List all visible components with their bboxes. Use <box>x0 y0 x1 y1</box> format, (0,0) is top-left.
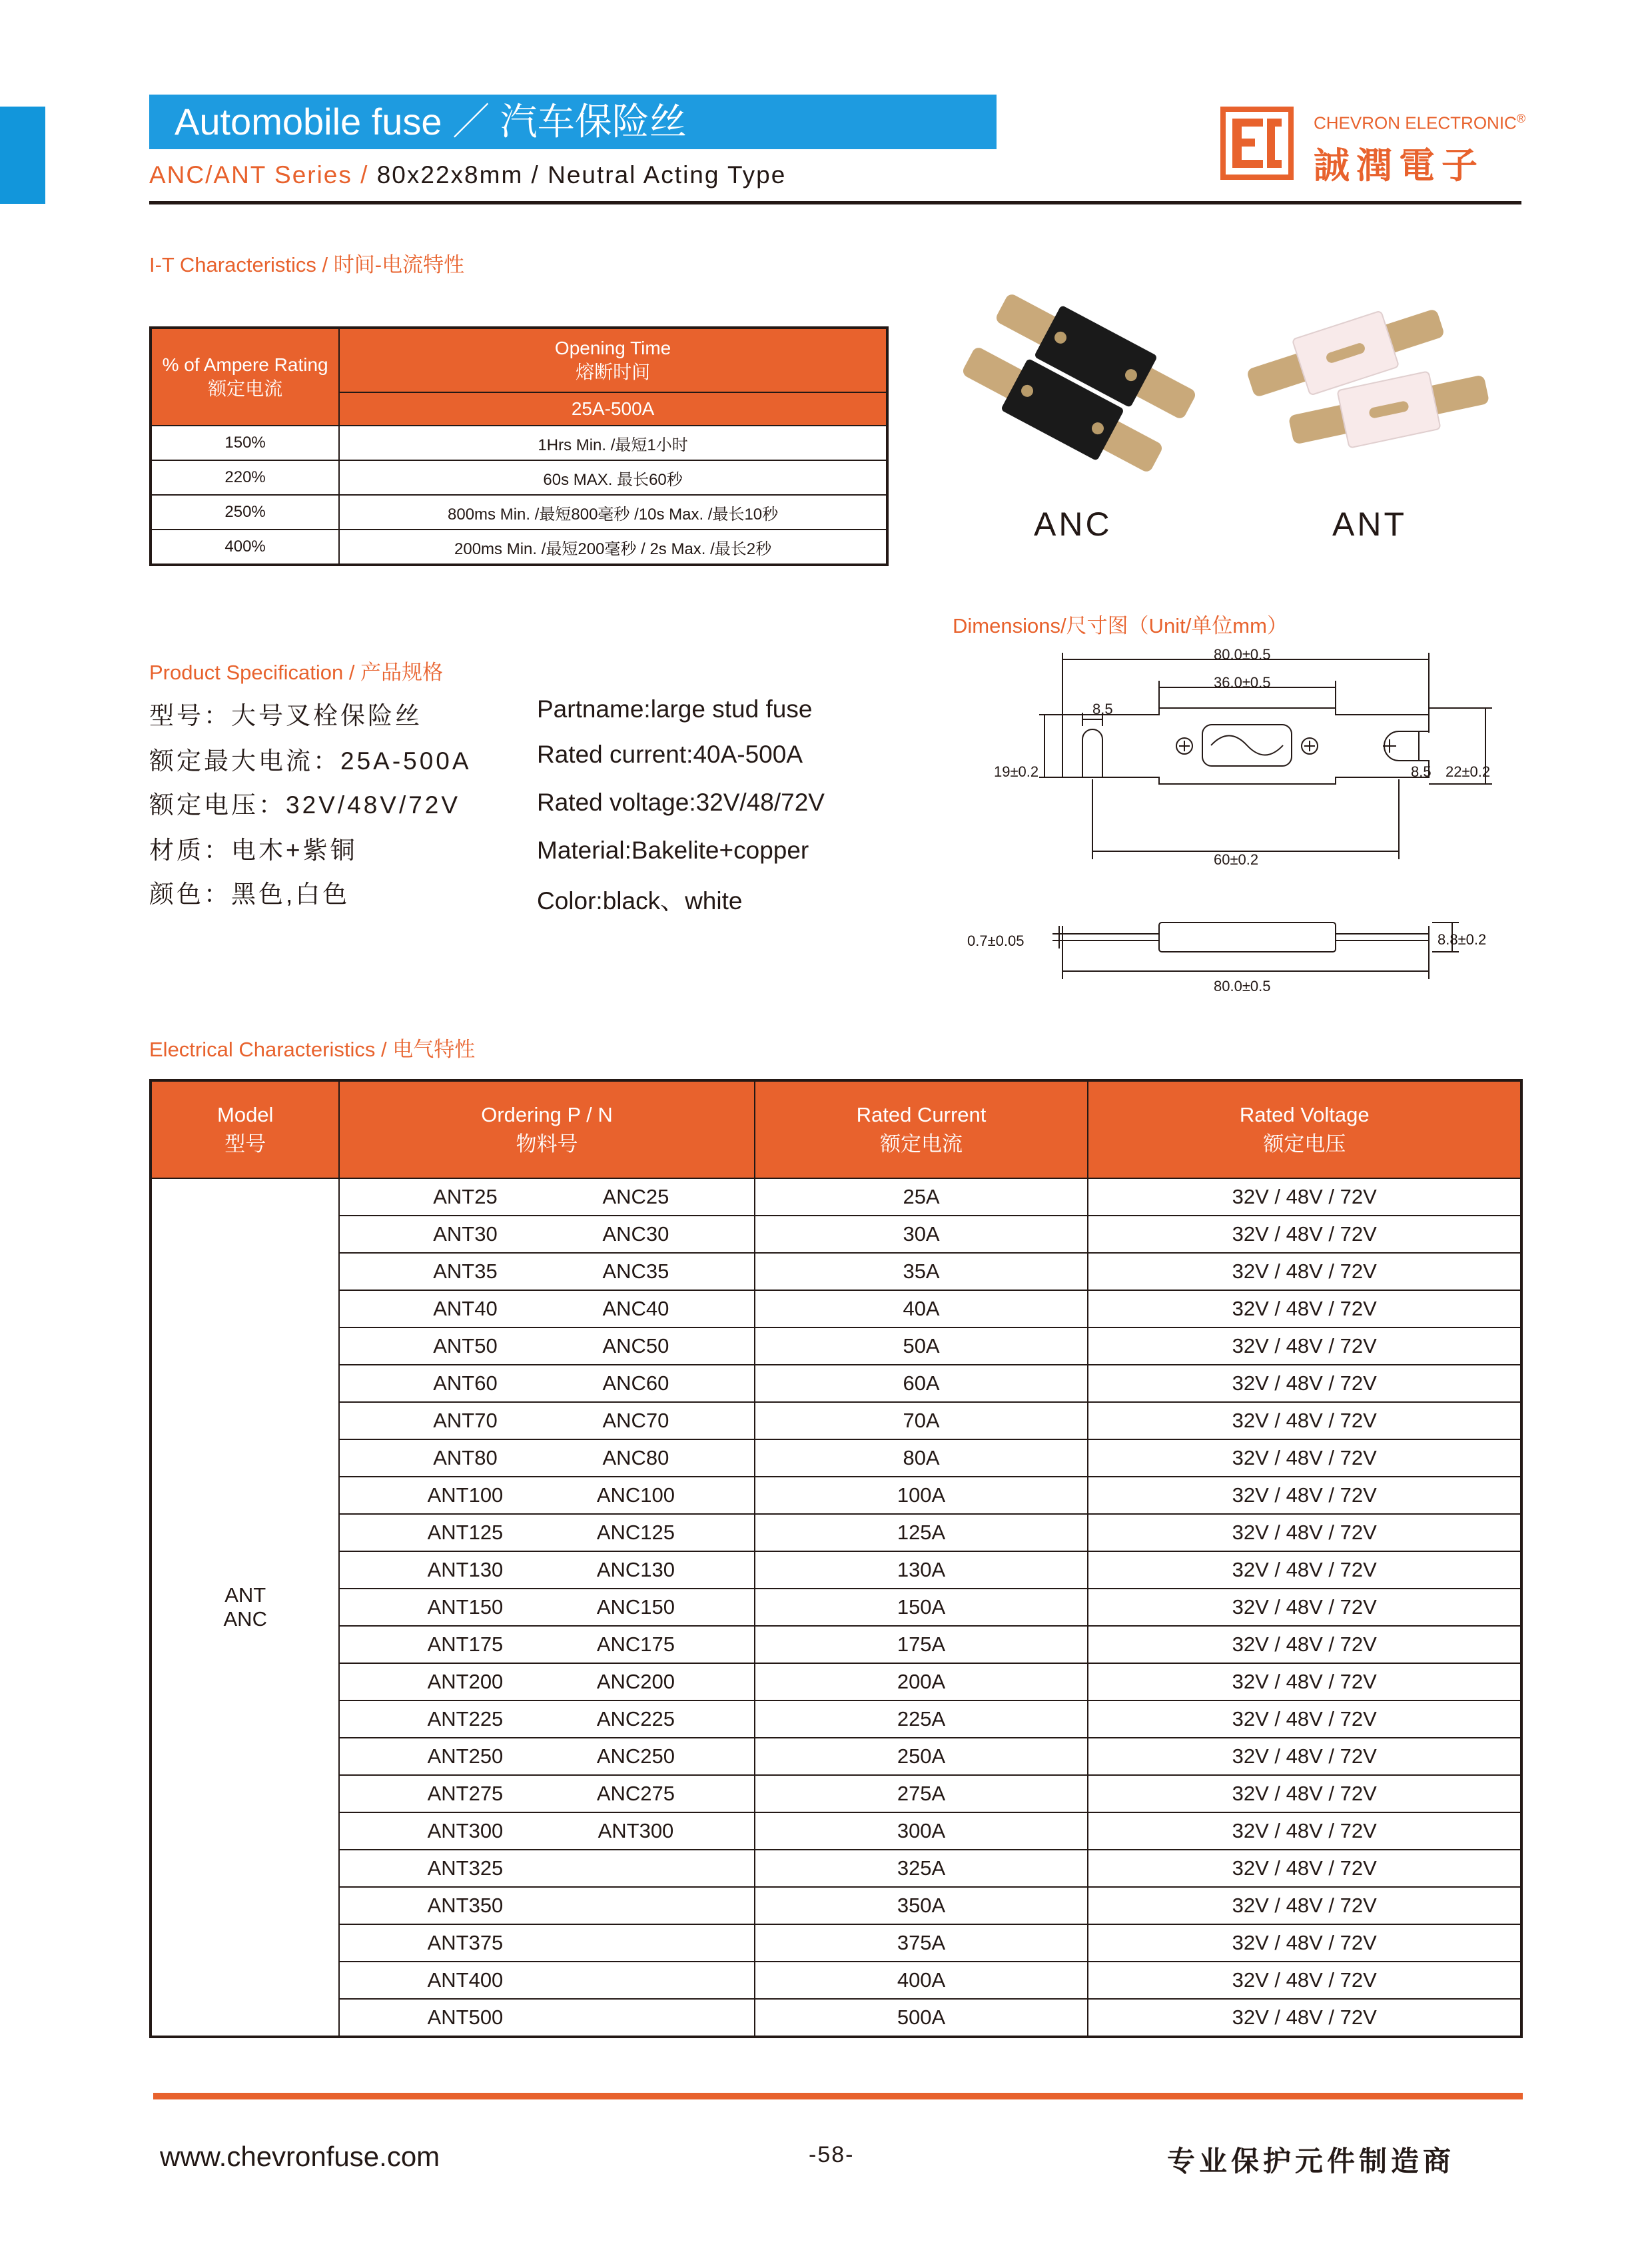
ec-pn-anc: ANC30 <box>602 1222 669 1246</box>
ec-pn-ant: ANT100 <box>427 1483 504 1507</box>
ec-current-cell: 35A <box>755 1253 1088 1290</box>
ec-table-row <box>151 1775 1521 1812</box>
electrical-section-title: Electrical Characteristics / 电气特性 <box>149 1038 476 1061</box>
company-logo-icon <box>1220 107 1294 180</box>
ec-model-anc: ANC <box>223 1607 267 1631</box>
dim-body-thickness: 8.8±0.2 <box>1438 931 1487 948</box>
ec-voltage-cell: 32V / 48V / 72V <box>1088 1775 1521 1812</box>
ec-pn-cell <box>339 1216 754 1253</box>
ec-pn-ant: ANT175 <box>427 1633 504 1656</box>
ec-header-voltage-en: Rated Voltage <box>1239 1103 1370 1126</box>
ec-pn-anc: ANC250 <box>596 1744 675 1768</box>
ec-header-pn-en: Ordering P / N <box>481 1103 613 1126</box>
it-characteristics-table <box>149 326 889 566</box>
spec-cn-current: 额定最大电流：25A-500A <box>149 747 472 775</box>
it-section-title: I-T Characteristics / 时间-电流特性 <box>149 253 465 276</box>
ec-current-cell: 200A <box>755 1663 1088 1700</box>
ec-pn-anc: ANC125 <box>596 1521 675 1544</box>
ec-pn-cell <box>339 1663 754 1700</box>
ec-voltage-cell: 32V / 48V / 72V <box>1088 1663 1521 1700</box>
ec-pn-ant: ANT225 <box>427 1707 504 1730</box>
ec-voltage-cell: 32V / 48V / 72V <box>1088 1477 1521 1514</box>
ec-header-current <box>755 1080 1088 1178</box>
ec-pn-cell <box>339 1589 754 1626</box>
ec-table-row <box>151 1626 1521 1663</box>
ec-voltage-cell: 32V / 48V / 72V <box>1088 1738 1521 1775</box>
logo-mark-icon <box>1226 112 1288 175</box>
it-rating-cell: 400% <box>151 530 339 565</box>
ec-voltage-cell: 32V / 48V / 72V <box>1088 1887 1521 1924</box>
ec-voltage-cell: 32V / 48V / 72V <box>1088 1812 1521 1850</box>
ec-table-row <box>151 1216 1521 1253</box>
ec-pn-cell <box>339 1327 754 1365</box>
ec-current-cell: 350A <box>755 1887 1088 1924</box>
ec-header-pn-cn: 物料号 <box>516 1132 578 1156</box>
ec-pn-anc: ANC50 <box>602 1334 669 1357</box>
ec-voltage-cell: 32V / 48V / 72V <box>1088 1626 1521 1663</box>
spec-en-current: Rated current:40A-500A <box>537 741 803 768</box>
ec-pn-cell <box>339 1962 754 1999</box>
ec-pn-ant: ANT60 <box>433 1371 498 1395</box>
ec-header-voltage-cn: 额定电压 <box>1263 1132 1346 1156</box>
it-rating-cell: 150% <box>151 426 339 460</box>
ec-pn-ant: ANT400 <box>427 1968 504 1992</box>
dim-height: 19±0.2 <box>994 763 1039 780</box>
ec-pn-ant: ANT50 <box>433 1334 498 1357</box>
ec-header-model <box>151 1080 339 1178</box>
ec-pn-cell <box>339 1775 754 1812</box>
it-header-time-cn: 熔断时间 <box>576 362 651 382</box>
ec-voltage-cell: 32V / 48V / 72V <box>1088 1999 1521 2037</box>
it-header-time-en: Opening Time <box>554 338 671 358</box>
ec-pn-ant: ANT150 <box>427 1595 504 1619</box>
dim-overall-length: 80.0±0.5 <box>1214 646 1271 663</box>
ec-pn-anc: ANC100 <box>596 1483 675 1507</box>
ec-table-row <box>151 1551 1521 1589</box>
ec-pn-ant: ANT200 <box>427 1670 504 1693</box>
ec-current-cell: 175A <box>755 1626 1088 1663</box>
dimensions-section-title: Dimensions/尺寸图（Unit/单位mm） <box>953 614 1288 637</box>
logo-registered: ® <box>1516 112 1526 125</box>
ec-current-cell: 325A <box>755 1850 1088 1887</box>
spec-en-partname: Partname:large stud fuse <box>537 695 813 723</box>
ec-pn-cell <box>339 1477 754 1514</box>
ec-pn-anc: ANC80 <box>602 1446 669 1469</box>
it-row <box>151 495 887 530</box>
ec-pn-anc: ANC225 <box>596 1707 675 1730</box>
ec-header-model-en: Model <box>217 1103 274 1126</box>
ec-pn-ant: ANT275 <box>427 1782 504 1805</box>
ec-voltage-cell: 32V / 48V / 72V <box>1088 1514 1521 1551</box>
footer-website: www.chevronfuse.com <box>160 2141 440 2172</box>
ec-voltage-cell: 32V / 48V / 72V <box>1088 1850 1521 1887</box>
ec-pn-cell <box>339 1365 754 1402</box>
ec-table-row <box>151 1850 1521 1887</box>
ec-pn-cell <box>339 1626 754 1663</box>
logo-text-en: CHEVRON ELECTRONIC <box>1314 113 1517 133</box>
ec-pn-cell <box>339 1850 754 1887</box>
ec-pn-cell <box>339 1253 754 1290</box>
ec-pn-anc: ANC275 <box>596 1782 675 1805</box>
series-name: ANC/ANT Series / <box>149 161 369 188</box>
ec-pn-ant: ANT80 <box>433 1446 498 1469</box>
ec-header-voltage <box>1088 1080 1521 1178</box>
ec-voltage-cell: 32V / 48V / 72V <box>1088 1589 1521 1626</box>
ec-table-row <box>151 1477 1521 1514</box>
ec-pn-cell <box>339 1290 754 1327</box>
ec-voltage-cell: 32V / 48V / 72V <box>1088 1178 1521 1216</box>
ec-pn-ant: ANT70 <box>433 1409 498 1432</box>
ec-table-row <box>151 1290 1521 1327</box>
ec-table-row <box>151 1663 1521 1700</box>
ec-voltage-cell: 32V / 48V / 72V <box>1088 1924 1521 1962</box>
ec-current-cell: 125A <box>755 1514 1088 1551</box>
ec-voltage-cell: 32V / 48V / 72V <box>1088 1962 1521 1999</box>
page-number: -58- <box>809 2142 855 2167</box>
product-photos <box>946 286 1505 480</box>
ec-pn-ant: ANT30 <box>433 1222 498 1246</box>
ec-pn-ant: ANT130 <box>427 1558 504 1581</box>
spec-en-color: Color:black、white <box>537 887 743 915</box>
ec-pn-cell <box>339 1999 754 2037</box>
it-row <box>151 426 887 460</box>
spec-cn-voltage: 额定电压：32V/48V/72V <box>149 791 461 819</box>
ec-model-ant: ANT <box>224 1583 266 1607</box>
logo-company-en <box>1314 112 1525 134</box>
it-header-time <box>339 328 887 392</box>
ec-table-row <box>151 1402 1521 1439</box>
ec-pn-anc: ANC130 <box>596 1558 675 1581</box>
ec-pn-ant: ANT125 <box>427 1521 504 1544</box>
ec-current-cell: 80A <box>755 1439 1088 1477</box>
ec-current-cell: 130A <box>755 1551 1088 1589</box>
side-tab-marker <box>0 107 45 204</box>
ec-voltage-cell: 32V / 48V / 72V <box>1088 1253 1521 1290</box>
anc-fuse-photo <box>955 286 1204 480</box>
ec-pn-cell <box>339 1887 754 1924</box>
ec-current-cell: 275A <box>755 1775 1088 1812</box>
it-time-cell: 60s MAX. 最长60秒 <box>339 460 887 495</box>
ec-pn-ant: ANT25 <box>433 1185 498 1208</box>
ec-pn-ant: ANT325 <box>427 1856 504 1880</box>
ec-pn-anc: ANC25 <box>602 1185 669 1208</box>
spec-section-title: Product Specification / 产品规格 <box>149 661 444 684</box>
ec-pn-anc: ANC40 <box>602 1297 669 1320</box>
it-rating-cell: 250% <box>151 495 339 530</box>
dim-terminal-thickness: 0.7±0.05 <box>967 933 1025 949</box>
ec-pn-ant: ANT40 <box>433 1297 498 1320</box>
ec-table-row <box>151 1514 1521 1551</box>
it-time-cell: 200ms Min. /最短200毫秒 / 2s Max. /最长2秒 <box>339 530 887 565</box>
ec-current-cell: 60A <box>755 1365 1088 1402</box>
ec-pn-anc: ANC175 <box>596 1633 675 1656</box>
ec-header-current-en: Rated Current <box>856 1103 987 1126</box>
ec-current-cell: 40A <box>755 1290 1088 1327</box>
ec-voltage-cell: 32V / 48V / 72V <box>1088 1551 1521 1589</box>
dim-side-overall: 80.0±0.5 <box>1214 978 1271 994</box>
ec-pn-cell <box>339 1812 754 1850</box>
ec-table-row <box>151 1812 1521 1850</box>
it-header-range: 25A-500A <box>339 392 887 426</box>
ec-pn-ant: ANT300 <box>427 1819 504 1842</box>
page-title: Automobile fuse ／ 汽车保险丝 <box>149 95 997 149</box>
ec-table-row <box>151 1924 1521 1962</box>
ec-header-row <box>151 1080 1521 1178</box>
dim-hole-pitch: 60±0.2 <box>1214 851 1259 868</box>
series-detail: 80x22x8mm / Neutral Acting Type <box>368 161 787 188</box>
ant-photo-label: ANT <box>1332 506 1407 543</box>
it-header-rating <box>151 328 339 426</box>
spec-cn-color: 颜色：黑色,白色 <box>149 881 350 908</box>
ec-voltage-cell: 32V / 48V / 72V <box>1088 1700 1521 1738</box>
footer-slogan: 专业保护元件制造商 <box>1167 2145 1455 2177</box>
ec-voltage-cell: 32V / 48V / 72V <box>1088 1365 1521 1402</box>
ec-pn-anc: ANC70 <box>602 1409 669 1432</box>
ec-pn-anc: ANT300 <box>598 1819 674 1842</box>
ec-current-cell: 225A <box>755 1700 1088 1738</box>
it-header-rating-en: % of Ampere Rating <box>162 354 328 375</box>
it-rating-cell: 220% <box>151 460 339 495</box>
ec-current-cell: 100A <box>755 1477 1088 1514</box>
ec-header-model-cn: 型号 <box>224 1132 266 1156</box>
ec-table-row <box>151 1962 1521 1999</box>
ec-pn-cell <box>339 1700 754 1738</box>
ec-current-cell: 30A <box>755 1216 1088 1253</box>
ec-pn-anc: ANC35 <box>602 1260 669 1283</box>
ec-pn-cell <box>339 1738 754 1775</box>
ec-table-row <box>151 1700 1521 1738</box>
ec-pn-cell <box>339 1178 754 1216</box>
ec-table-row <box>151 1439 1521 1477</box>
spec-en-voltage: Rated voltage:32V/48/72V <box>537 789 825 816</box>
dim-slot-right: 8.5 <box>1411 763 1432 780</box>
ec-pn-ant: ANT500 <box>427 2006 504 2029</box>
ec-pn-cell <box>339 1551 754 1589</box>
ec-current-cell: 70A <box>755 1402 1088 1439</box>
dim-slot-left: 8.5 <box>1092 701 1113 717</box>
ec-voltage-cell: 32V / 48V / 72V <box>1088 1216 1521 1253</box>
ec-voltage-cell: 32V / 48V / 72V <box>1088 1327 1521 1365</box>
ec-pn-anc: ANC60 <box>602 1371 669 1395</box>
footer-divider <box>153 2093 1523 2099</box>
ec-pn-ant: ANT250 <box>427 1744 504 1768</box>
logo-company-cn: 誠潤電子 <box>1314 146 1484 186</box>
ec-pn-cell <box>339 1924 754 1962</box>
dim-body-length: 36.0±0.5 <box>1214 674 1271 691</box>
ec-current-cell: 375A <box>755 1924 1088 1962</box>
spec-cn-material: 材质：电木+紫铜 <box>149 837 358 864</box>
anc-photo-label: ANC <box>1034 506 1112 543</box>
it-row <box>151 460 887 495</box>
ec-current-cell: 300A <box>755 1812 1088 1850</box>
ant-fuse-photo <box>1242 294 1493 459</box>
ec-current-cell: 250A <box>755 1738 1088 1775</box>
ec-header-pn <box>339 1080 754 1178</box>
series-subtitle <box>149 161 786 189</box>
ec-voltage-cell: 32V / 48V / 72V <box>1088 1290 1521 1327</box>
ec-table-row <box>151 1327 1521 1365</box>
ec-voltage-cell: 32V / 48V / 72V <box>1088 1439 1521 1477</box>
ec-current-cell: 25A <box>755 1178 1088 1216</box>
spec-en-material: Material:Bakelite+copper <box>537 837 809 864</box>
ec-table-row <box>151 1887 1521 1924</box>
ec-current-cell: 50A <box>755 1327 1088 1365</box>
ec-current-cell: 400A <box>755 1962 1088 1999</box>
ec-current-cell: 150A <box>755 1589 1088 1626</box>
ec-model-cell <box>151 1178 339 2037</box>
ec-table-row <box>151 1589 1521 1626</box>
ec-table-row <box>151 1253 1521 1290</box>
it-time-cell: 800ms Min. /最短800毫秒 /10s Max. /最长10秒 <box>339 495 887 530</box>
ec-table-row <box>151 1178 1521 1216</box>
ec-table-row <box>151 1999 1521 2037</box>
ec-table-row <box>151 1365 1521 1402</box>
ec-header-current-cn: 额定电流 <box>880 1132 963 1156</box>
ec-pn-ant: ANT350 <box>427 1894 504 1917</box>
ec-voltage-cell: 32V / 48V / 72V <box>1088 1402 1521 1439</box>
ec-pn-cell <box>339 1514 754 1551</box>
spec-cn-model: 型号：大号叉栓保险丝 <box>149 702 422 729</box>
it-row <box>151 530 887 565</box>
dim-width: 22±0.2 <box>1446 763 1491 780</box>
ec-pn-cell <box>339 1439 754 1477</box>
it-time-cell: 1Hrs Min. /最短1小时 <box>339 426 887 460</box>
header-divider <box>149 201 1521 204</box>
ec-pn-anc: ANC150 <box>596 1595 675 1619</box>
ec-pn-cell <box>339 1402 754 1439</box>
it-header-rating-cn: 额定电流 <box>208 378 283 399</box>
electrical-characteristics-table <box>149 1079 1523 2038</box>
ec-pn-anc: ANC200 <box>596 1670 675 1693</box>
ec-pn-ant: ANT375 <box>427 1931 504 1954</box>
ec-current-cell: 500A <box>755 1999 1088 2037</box>
ec-table-row <box>151 1738 1521 1775</box>
ec-pn-ant: ANT35 <box>433 1260 498 1283</box>
